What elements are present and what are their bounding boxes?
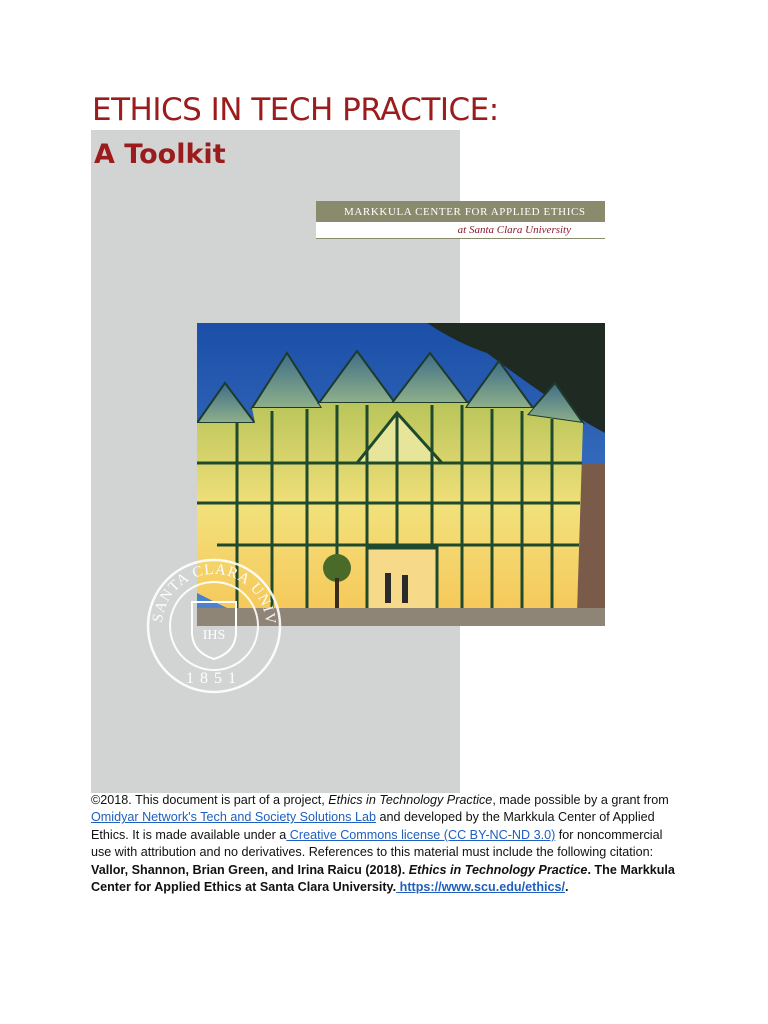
banner-university: at Santa Clara University [316, 222, 605, 239]
citation-line: Ethics. It is made available under a Creative Commons license (CC BY-NC-ND 3.0) for noncommercial [91, 827, 663, 842]
seal-ring-text: SANTA CLARA UNIV [150, 561, 279, 626]
citation-line: ©2018. This document is part of a project, Ethics in Technology Practice, made possible by a grant from [91, 793, 669, 807]
seal-year: 1851 [186, 670, 242, 687]
citation-line: use with attribution and no derivatives. References to this material must include the following citation: [91, 845, 654, 860]
markkula-center-banner [316, 201, 605, 239]
omidyar-link[interactable]: Omidyar Network's Tech and Society Solutions Lab [91, 810, 376, 825]
document-title: ETHICS IN TECH PRACTICE: [92, 92, 499, 128]
project-title: Ethics in Technology Practice [328, 793, 493, 807]
scu-ethics-link[interactable]: https://www.scu.edu/ethics/ [396, 880, 566, 895]
document-subtitle: A Toolkit [94, 139, 226, 170]
citation-line: Vallor, Shannon, Brian Green, and Irina Raicu (2018). Ethics in Technology Practice. The Markkula [91, 862, 675, 877]
creative-commons-link[interactable]: Creative Commons license (CC BY-NC-ND 3.0) [286, 827, 556, 842]
citation-line: Omidyar Network's Tech and Society Solutions Lab and developed by the Markkula Center of Applied [91, 810, 655, 825]
santa-clara-seal [145, 557, 283, 695]
svg-text:SANTA CLARA UNIVERSITY [145, 557, 278, 626]
citation-title: Ethics in Technology Practice [408, 862, 588, 877]
citation-block [91, 792, 691, 896]
banner-org-name: MARKKULA CENTER FOR APPLIED ETHICS [316, 201, 605, 222]
seal-monogram: IHS [202, 628, 226, 643]
citation-line: Center for Applied Ethics at Santa Clara University. https://www.scu.edu/ethics/. [91, 880, 569, 895]
